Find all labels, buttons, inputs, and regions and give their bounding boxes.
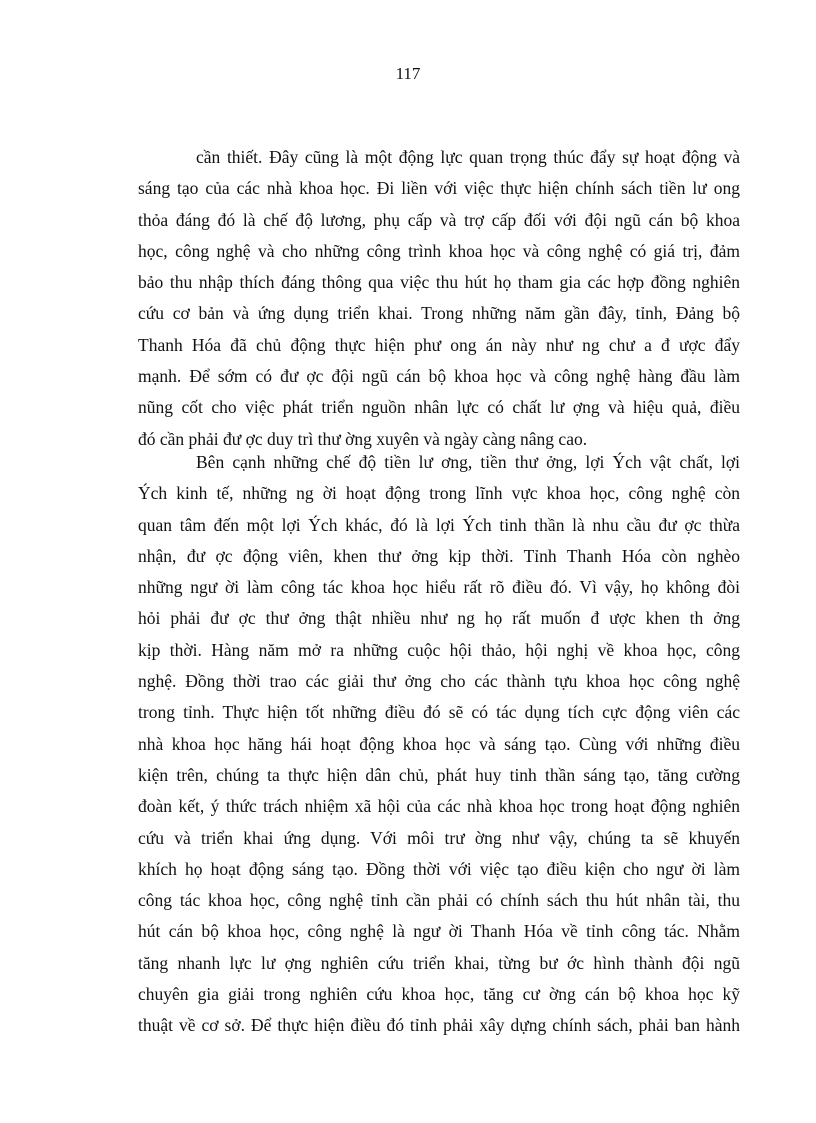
text-line: thuật về cơ sở. Để thực hiện điều đó tỉnh phải xây dựng chính sách, phải ban hành — [138, 1015, 740, 1036]
text-line: nũng cốt cho việc phát triển nguồn nhân lực có chất lư ợng và hiệu quả, điều — [138, 397, 740, 418]
paragraph-1 — [138, 142, 740, 455]
text-line: cứu và triển khai ứng dụng. Với môi trư ờng như vậy, chúng ta sẽ khuyến — [138, 827, 740, 848]
text-line: Thanh Hóa đã chủ động thực hiện phư ong án này như ng chư a đ ược đẩy — [138, 334, 740, 355]
text-line: Ých kinh tế, những ng ời hoạt động trong lĩnh vực khoa học, công nghệ còn — [138, 483, 740, 504]
text-line: nhà khoa học hăng hái hoạt động khoa học và sáng tạo. Cùng với những điều — [138, 733, 740, 754]
text-line: thỏa đáng đó là chế độ lương, phụ cấp và trợ cấp đối với đội ngũ cán bộ khoa — [138, 209, 740, 230]
text-line: đó cần phải đư ợc duy trì thư ờng xuyên và ngày càng nâng cao. — [138, 428, 588, 449]
text-line: kiện trên, chúng ta thực hiện dân chủ, phát huy tinh thần sáng tạo, tăng cường — [138, 764, 740, 785]
text-line: hỏi phải đư ợc thư ởng thật nhiều như ng họ rất muốn đ ược khen th ởng — [138, 608, 740, 629]
text-line: tăng nhanh lực lư ợng nghiên cứu triển khai, từng bư ớc hình thành đội ngũ — [138, 952, 740, 973]
text-line: nghệ. Đồng thời trao các giải thư ởng cho các thành tựu khoa học công nghệ — [138, 671, 740, 692]
text-line: sáng tạo của các nhà khoa học. Đi liền với việc thực hiện chính sách tiền lư ong — [138, 178, 740, 199]
text-line: đoàn kết, ý thức trách nhiệm xã hội của các nhà khoa học trong hoạt động nghiên — [138, 796, 740, 817]
text-line: nhận, đư ợc động viên, khen thư ởng kịp thời. Tỉnh Thanh Hóa còn nghèo — [138, 545, 740, 566]
text-line: khích họ hoạt động sáng tạo. Đồng thời với việc tạo điều kiện cho ngư ời làm — [138, 858, 740, 879]
text-line: bảo thu nhập thích đáng thông qua việc thu hút họ tham gia các hợp đồng nghiên — [138, 272, 740, 293]
paragraph-2 — [138, 447, 740, 1042]
text-line: công tác khoa học, công nghệ tỉnh cần phải có chính sách thu hút nhân tài, thu — [138, 890, 740, 911]
text-line: những ngư ời làm công tác khoa học hiểu rất rõ điều đó. Vì vậy, họ không đòi — [138, 577, 740, 598]
text-line: Bên cạnh những chế độ tiền lư ơng, tiền thư ởng, lợi Ých vật chất, lợi — [196, 452, 740, 472]
text-line: kịp thời. Hàng năm mở ra những cuộc hội thảo, hội nghị về khoa học, công — [138, 639, 740, 660]
text-line: học, công nghệ và cho những công trình khoa học và công nghệ có giá trị, đảm — [138, 240, 740, 261]
text-line: trong tỉnh. Thực hiện tốt những điều đó sẽ có tác dụng tích cực động viên các — [138, 702, 740, 723]
text-line: hút cán bộ khoa học, công nghệ là ngư ời Thanh Hóa về tỉnh công tác. Nhằm — [138, 921, 740, 942]
text-line: cứu cơ bản và ứng dụng triển khai. Trong những năm gần đây, tỉnh, Đảng bộ — [138, 303, 740, 324]
text-line: cần thiết. Đây cũng là một động lực quan trọng thúc đẩy sự hoạt động và — [196, 147, 740, 167]
text-line: mạnh. Để sớm có đư ợc đội ngũ cán bộ khoa học và công nghệ hàng đầu làm — [138, 366, 740, 387]
text-line: quan tâm đến một lợi Ých khác, đó là lợi Ých tinh thần là nhu cầu đư ợc thừa — [138, 514, 740, 535]
text-line: chuyên gia giải trong nghiên cứu khoa học, tăng cư ờng cán bộ khoa học kỹ — [138, 984, 740, 1005]
page-number: 117 — [395, 64, 421, 83]
